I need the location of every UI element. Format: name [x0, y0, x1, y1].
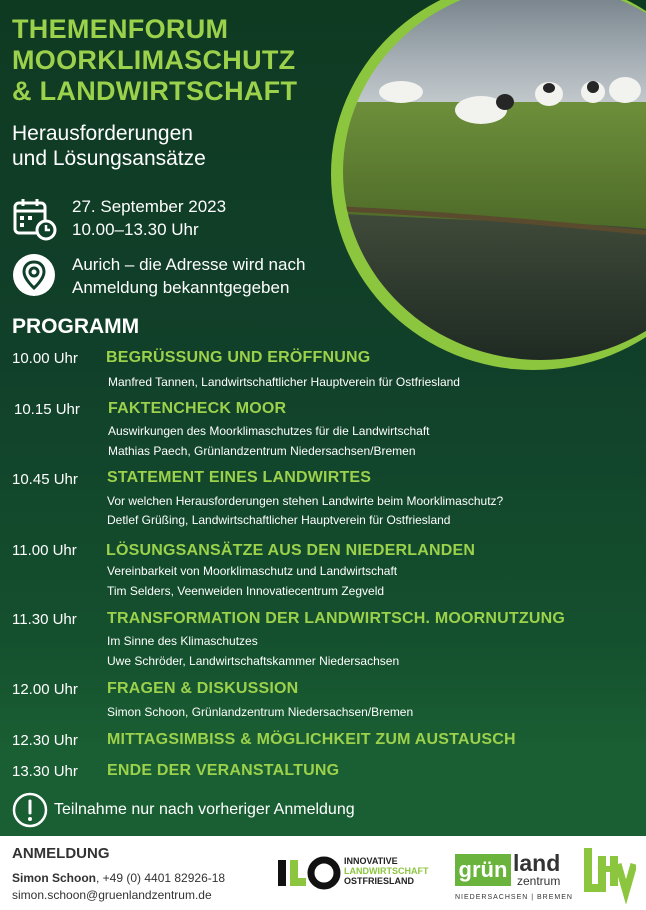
- program-title: ENDE DER VERANSTALTUNG: [107, 762, 340, 779]
- program-detail: Im Sinne des Klimaschutzes: [107, 634, 258, 648]
- program-detail: Vereinbarkeit von Moorklimaschutz und Landwirtschaft: [107, 564, 398, 578]
- contact-line: [12, 871, 225, 885]
- program-detail: Mathias Paech, Grünlandzentrum Niedersachsen/Bremen: [108, 444, 416, 458]
- program-detail: Vor welchen Herausforderungen stehen Landwirte beim Moorklimaschutz?: [107, 494, 504, 508]
- program-detail: Uwe Schröder, Landwirtschaftskammer Niedersachsen: [107, 654, 400, 668]
- title-line: & LANDWIRTSCHAFT: [12, 76, 298, 106]
- program-title: BEGRÜSSUNG UND ERÖFFNUNG: [106, 349, 371, 366]
- location-line: Aurich – die Adresse wird nach: [72, 255, 306, 274]
- program-title: LÖSUNGSANSÄTZE AUS DEN NIEDERLANDEN: [106, 542, 476, 559]
- program-title: FAKTENCHECK MOOR: [108, 400, 287, 417]
- event-title: [12, 14, 297, 107]
- program-heading: PROGRAMM: [12, 315, 140, 338]
- program-title: FRAGEN & DISKUSSION: [107, 680, 299, 697]
- program-title: TRANSFORMATION DER LANDWIRTSCH. MOORNUTZUNG: [107, 610, 566, 627]
- contact-email[interactable]: simon.schoon@gruenlandzentrum.de: [12, 888, 212, 902]
- event-date: 27. September 2023: [72, 197, 227, 216]
- program-detail: Manfred Tannen, Landwirtschaftlicher Hauptverein für Ostfriesland: [108, 375, 460, 389]
- contact-name: Simon Schoon: [12, 871, 96, 885]
- gl-gruen: grün: [455, 854, 511, 886]
- program-time: 13.30 Uhr: [12, 763, 78, 780]
- subtitle-line: und Lösungsansätze: [12, 147, 206, 170]
- program-title: MITTAGSIMBISS & MÖGLICHKEIT ZUM AUSTAUSCH: [107, 731, 516, 748]
- program-detail: Simon Schoon, Grünlandzentrum Niedersachsen/Bremen: [107, 705, 414, 719]
- program-time: 11.00 Uhr: [12, 542, 77, 559]
- gl-sub: NIEDERSACHSEN | BREMEN: [455, 894, 573, 901]
- gl-land: land: [513, 850, 561, 876]
- program-detail: Tim Selders, Veenweiden Innovatiecentrum Zegveld: [107, 584, 385, 598]
- lhv-logo: [580, 844, 636, 904]
- ilo-logo-mark: [278, 856, 342, 890]
- program-time: 10.15 Uhr: [14, 401, 80, 418]
- gruenlandzentrum-logo: [455, 844, 573, 904]
- event-subtitle: [12, 121, 206, 171]
- ilo-logo-line: LANDWIRTSCHAFT: [344, 866, 429, 876]
- title-line: THEMENFORUM: [12, 14, 229, 44]
- exclamation-circle-icon: [12, 792, 48, 828]
- gl-zentrum: zentrum: [517, 874, 561, 888]
- ilo-logo-line: OSTFRIESLAND: [344, 876, 415, 886]
- program-time: 10.45 Uhr: [12, 471, 78, 488]
- program-detail: Detlef Grüßing, Landwirtschaftlicher Hauptverein für Ostfriesland: [107, 513, 451, 527]
- title-line: MOORKLIMASCHUTZ: [12, 45, 296, 75]
- program-title: STATEMENT EINES LANDWIRTES: [107, 469, 372, 486]
- program-time: 12.00 Uhr: [12, 681, 78, 698]
- notice-text: Teilnahme nur nach vorheriger Anmeldung: [54, 801, 355, 818]
- contact-phone: , +49 (0) 4401 82926-18: [96, 871, 226, 885]
- program-time: 11.30 Uhr: [12, 611, 77, 628]
- registration-notice: [12, 792, 355, 833]
- calendar-icon: [12, 196, 58, 242]
- program-time: 12.30 Uhr: [12, 732, 78, 749]
- footer: [0, 836, 646, 910]
- ilo-logo-line: INNOVATIVE: [344, 856, 398, 866]
- subtitle-line: Herausforderungen: [12, 122, 193, 145]
- ilo-logo: [278, 856, 429, 895]
- location-pin-icon: [12, 253, 56, 297]
- registration-heading: ANMELDUNG: [12, 845, 110, 862]
- event-time: 10.00–13.30 Uhr: [72, 220, 199, 239]
- ilo-logo-text: [344, 856, 429, 886]
- location-line: Anmeldung bekanntgegeben: [72, 278, 290, 297]
- program-detail: Auswirkungen des Moorklimaschutzes für die Landwirtschaft: [108, 424, 430, 438]
- program-time: 10.00 Uhr: [12, 350, 78, 367]
